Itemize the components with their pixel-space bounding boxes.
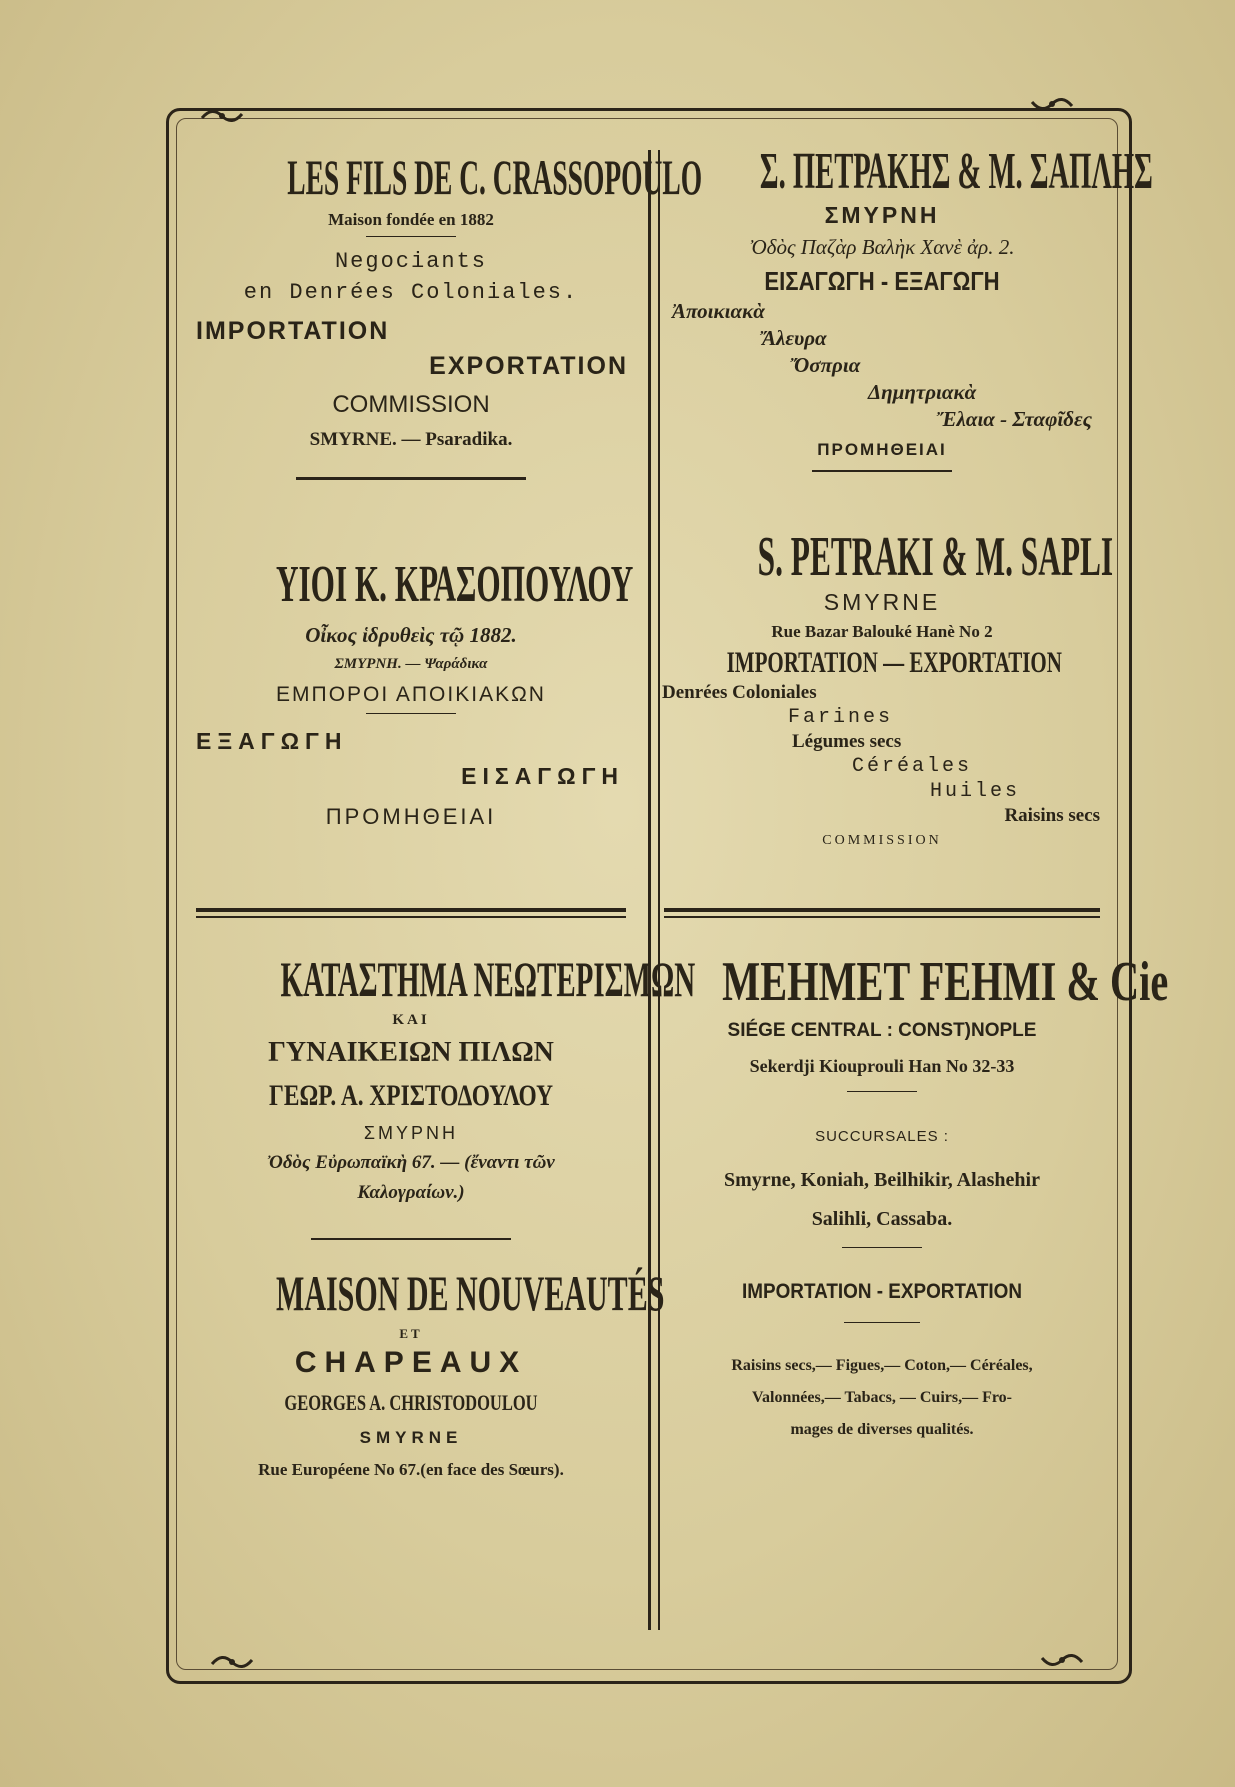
ad-line: ΓΥΝΑΙΚΕΙΩΝ ΠΙΛΩΝ	[268, 1037, 554, 1068]
ad-title: LES FILS DE C. CRASSOPOULO	[287, 149, 703, 205]
ad-line: ΓΕΩΡ. Α. ΧΡΙΣΤΟΔΟΥΛΟΥ	[269, 1079, 553, 1112]
ad-line: SMYRNE. — Psaradika.	[309, 429, 513, 450]
ad-line: ΕΞΑΓΩΓΗ	[196, 728, 348, 754]
ad-title: MAISON DE NOUVEAUTÉS	[276, 1265, 665, 1321]
ad-line: Ἔλαια - Σταφῖδες	[936, 407, 1092, 431]
ad-line: Salihli, Cassaba.	[811, 1208, 953, 1230]
ad-line: Rue Bazar Balouké Hanè No 2	[771, 622, 993, 641]
ad-line: SMYRNE	[359, 1428, 463, 1447]
ad-line: ET	[399, 1326, 423, 1341]
column-divider	[648, 150, 660, 1630]
ad-line: EXPORTATION	[429, 352, 628, 380]
divider	[844, 1322, 920, 1323]
ad-title: MEHMET FEHMI & Cie	[722, 951, 1169, 1013]
divider	[366, 236, 456, 237]
divider	[847, 1091, 917, 1092]
ad-line: Farines	[788, 706, 894, 729]
ad-line: Ὀδὸς Παζὰρ Βαλὴκ Χανὲ ἀρ. 2.	[749, 235, 1015, 259]
ad-line: Rue Européene No 67.(en face des Sœurs).	[258, 1460, 564, 1479]
ad-line: Ἀποικιακὰ	[672, 299, 765, 323]
row-divider-left	[196, 908, 626, 918]
ad-line: Δημητριακὰ	[868, 380, 977, 404]
ad-line: CHAPEAUX	[294, 1346, 528, 1379]
ad-line: mages de diverses qualités.	[790, 1421, 974, 1438]
ad-line: Huiles	[930, 780, 1021, 803]
ad-christodoulou-gr	[186, 950, 696, 1480]
ad-title: ΥΙΟΙ Κ. ΚΡΑΣΟΠΟΥΛΟΥ	[276, 556, 634, 613]
row-divider-right	[664, 908, 1100, 918]
ad-line: en Denrées Coloniales.	[243, 280, 579, 305]
ad-line: IMPORTATION	[196, 317, 390, 345]
ad-title: Σ. ΠΕΤΡΑΚΗΣ & Μ. ΣΑΠΛΗΣ	[759, 143, 1153, 200]
ad-line: ΣΜΥΡΝΗ	[363, 1123, 459, 1143]
ad-line: Ὄσπρια	[790, 353, 861, 377]
ad-line: Raisins secs	[1004, 805, 1100, 826]
ad-line: ΕΙΣΑΓΩΓΗ	[461, 763, 624, 789]
corner-ornament-icon	[1040, 1648, 1084, 1674]
ad-line: ΣΜΥΡΝΗ	[824, 202, 940, 228]
ad-line: COMMISSION	[822, 833, 942, 848]
ad-line: Denrées Coloniales	[662, 682, 817, 703]
ad-line: ΠΡΟΜΗΘΕΙΑΙ	[325, 804, 497, 829]
ad-petrakis-gr	[660, 142, 1153, 472]
ad-line: IMPORTATION - EXPORTATION	[742, 1280, 1022, 1303]
ad-mehmet-fehmi	[660, 950, 1169, 1439]
corner-ornament-icon	[200, 104, 244, 130]
ad-line: Céréales	[852, 755, 973, 778]
ad-title: S. PETRAKI & M. SAPLI	[757, 526, 1114, 588]
ad-line: Οἶκος ἱδρυθεὶς τῷ 1882.	[305, 623, 517, 647]
ad-petraki-fr	[660, 525, 1114, 849]
ad-line: Ἄλευρα	[762, 326, 827, 350]
ad-subtitle: Maison fondée en 1882	[328, 210, 494, 229]
ad-line: Negociants	[334, 249, 488, 274]
ad-title: ΚΑΤΑΣΤΗΜΑ ΝΕΩΤΕΡΙΣΜΩΝ	[280, 951, 696, 1007]
divider	[311, 1238, 511, 1240]
divider	[296, 477, 526, 480]
ad-line: Ὀδὸς Εὐρωπαϊκὴ 67. — (ἔναντι τῶν	[267, 1152, 555, 1173]
ad-line: COMMISSION	[332, 391, 490, 418]
ad-line: Sekerdji Kiouprouli Han No 32-33	[749, 1056, 1015, 1076]
divider	[812, 470, 952, 472]
ad-line: SMYRNE	[823, 589, 941, 615]
ad-line: Raisins secs,— Figues,— Coton,— Céréales,	[731, 1357, 1033, 1374]
ad-line: ΕΙΣΑΓΩΓΗ - ΕΞΑΓΩΓΗ	[764, 266, 1000, 296]
ad-line: IMPORTATION — EXPORTATION	[726, 646, 1062, 679]
ad-line: SUCCURSALES :	[815, 1128, 949, 1145]
ad-crassopoulo-gr	[186, 555, 636, 830]
ad-line: Légumes secs	[792, 731, 902, 752]
ad-line: GEORGES A. CHRISTODOULOU	[284, 1390, 538, 1415]
ad-line: Καλογραίων.)	[357, 1182, 465, 1203]
ad-line: SIÉGE CENTRAL : CONST)NOPLE	[727, 1020, 1037, 1041]
divider	[842, 1247, 922, 1248]
corner-ornament-icon	[210, 1650, 254, 1676]
ad-line: Smyrne, Koniah, Beilhikir, Alashehir	[724, 1169, 1040, 1191]
ad-line: ΚΑΙ	[392, 1012, 430, 1028]
ad-line: ΠΡΟΜΗΘΕΙΑΙ	[817, 440, 947, 459]
ad-line: Valonnées,— Tabacs, — Cuirs,— Fro-	[751, 1389, 1013, 1406]
ad-line: ΣΜΥΡΝΗ. — Ψαράδικα	[334, 656, 488, 672]
ad-line: ΕΜΠΟΡΟΙ ΑΠΟΙΚΙΑΚΩΝ	[276, 683, 546, 706]
divider	[366, 713, 456, 714]
ad-crassopoulo-fr	[186, 148, 703, 480]
corner-ornament-icon	[1030, 92, 1074, 118]
